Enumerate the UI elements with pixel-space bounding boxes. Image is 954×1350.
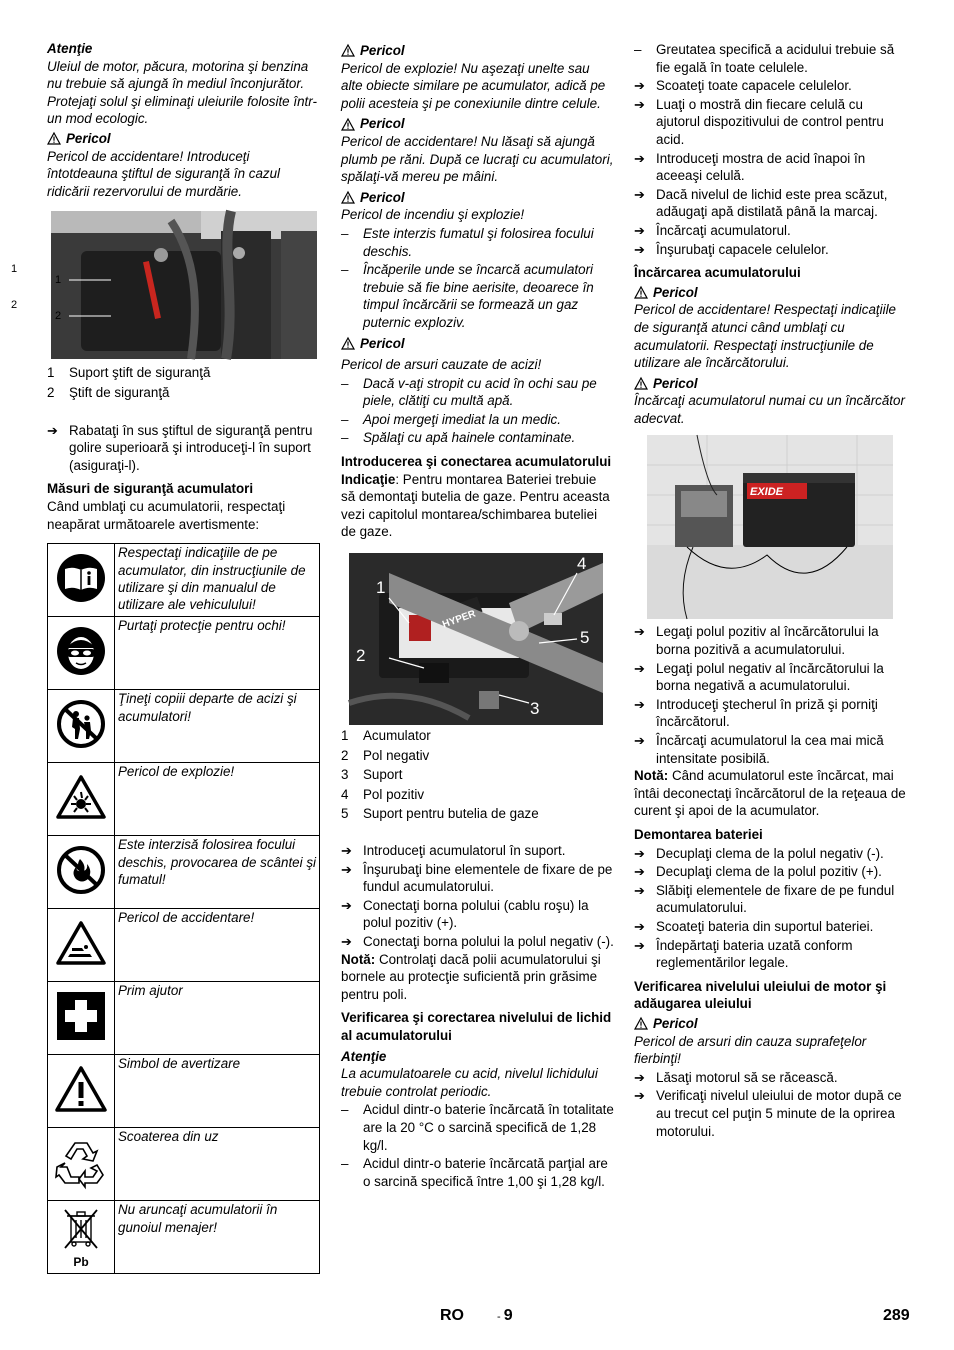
warning-triangle-icon — [634, 286, 648, 299]
list-item: – Apoi mergeţi imediat la un medic. — [341, 411, 561, 427]
arrow-icon: ➔ — [634, 150, 645, 166]
keep-children-away-icon — [56, 699, 106, 749]
atentie-title: Atenţie — [47, 41, 93, 56]
step-text: Încărcaţi acumulatorul. — [656, 222, 791, 238]
section-heading: Demontarea bateriei — [634, 827, 763, 842]
symbol-text: Este interzisă folosirea focului deschis, provocarea de scântei şi fumatul! — [115, 836, 320, 909]
step-text: Decuplaţi clema de la polul pozitiv (+). — [656, 864, 882, 880]
step-item — [634, 937, 908, 972]
pericol-heading — [634, 1015, 908, 1033]
table-row — [48, 763, 320, 836]
arrow-icon: ➔ — [634, 241, 645, 257]
table-row — [48, 1201, 320, 1274]
list-item: – Acidul dintr-o baterie încărcată în totalitate are la 20 °C o sarcină specifică de 1,28 kg/l. — [341, 1102, 614, 1153]
step-text: Înşurubaţi capacele celulelor. — [656, 241, 829, 257]
arrow-icon: ➔ — [634, 1069, 645, 1085]
pericol-title: Pericol — [360, 335, 405, 351]
warning-icon — [55, 1065, 107, 1113]
arrow-icon: ➔ — [341, 933, 352, 949]
step-item — [634, 150, 908, 185]
pb-label: Pb — [73, 1255, 89, 1270]
symbol-cell — [48, 836, 115, 909]
step-item — [634, 1087, 908, 1140]
warning-triangle-icon — [634, 1017, 648, 1030]
symbol-text: Ţineţi copiii departe de acizi şi acumulatori! — [115, 690, 320, 763]
atentie-text: Uleiul de motor, păcura, motorina şi benzina nu trebuie să ajungă în mediul înconjurător. Protejaţi solul şi eliminaţi uleiurile folosite într-un mod ecologic. — [47, 58, 317, 127]
symbol-text: Simbol de avertizare — [115, 1055, 320, 1128]
pericol-text: Pericol de accidentare! Nu lăsaţi să ajungă plumb pe răni. După ce lucraţi cu acumulatori, spălaţi-vă mereu pe mâini. — [341, 133, 614, 185]
list-item-text: Este interzis fumatul şi folosirea focului deschis. — [363, 225, 594, 259]
step-text: Introduceţi mostra de acid înapoi în aceeaşi celulă. — [656, 150, 866, 184]
legend-text: Ştift de siguranţă — [69, 384, 170, 400]
no-fire-icon — [56, 845, 106, 895]
photo-label-2: 2 — [356, 646, 366, 666]
safety-symbols-table — [47, 543, 320, 1274]
step-text: Introduceţi acumulatorul în suport. — [363, 843, 566, 858]
eye-protection-icon — [56, 626, 106, 676]
photo-battery-installed — [349, 553, 603, 725]
footer-page-small-number: 9 — [503, 1307, 513, 1324]
column-2 — [341, 40, 614, 1190]
photo-label-1: 1 — [376, 578, 386, 598]
symbol-cell — [48, 763, 115, 836]
manual-icon — [56, 553, 106, 603]
list-item: – Dacă v-aţi stropit cu acid în ochi sau pe piele, clătiţi cu multă apă. — [341, 375, 614, 410]
list-item-text: Acidul dintr-o baterie încărcată parţial are o sarcină specifică între 1,00 şi 1,28 kg/l. — [363, 1156, 608, 1189]
step-item — [634, 732, 908, 767]
photo-label-5: 5 — [580, 628, 590, 648]
photo-battery-charger — [647, 435, 893, 619]
arrow-icon: ➔ — [634, 624, 645, 640]
arrow-icon: ➔ — [634, 96, 645, 112]
step-item — [634, 241, 908, 259]
table-row — [48, 690, 320, 763]
step-item — [634, 1069, 908, 1087]
column-1 — [11, 40, 320, 1274]
pericol-title: Pericol — [360, 189, 405, 205]
step-text: Încărcaţi acumulatorul la cea mai mică intensitate posibilă. — [656, 733, 884, 766]
legend-number: 4 — [341, 786, 349, 802]
photo1-leader-lines — [51, 222, 131, 370]
pericol-title: Pericol — [653, 375, 698, 391]
arrow-icon: ➔ — [634, 186, 645, 202]
arrow-icon: ➔ — [634, 78, 645, 94]
step-text: Scoateţi toate capacele celulelor. — [656, 78, 852, 94]
indicatie-label: Indicaţie — [341, 471, 396, 487]
pericol-text: Pericol de explozie! Nu aşezaţi unelte sau alte obiecte similare pe acumulator, adică pe polii acesteia şi pe conexiunile dintre celule. — [341, 60, 606, 111]
symbol-cell — [48, 544, 115, 617]
photo-label-4: 4 — [577, 554, 587, 574]
list-item: – Acidul dintr-o baterie încărcată parţial are o sarcină specifică între 1,00 şi 1,28 kg/l. — [341, 1155, 614, 1190]
arrow-icon: ➔ — [634, 696, 645, 712]
table-row — [48, 617, 320, 690]
step-text: Înşurubaţi bine elementele de fixare de pe fundul acumulatorului. — [363, 861, 613, 895]
photo-battery-drawing — [349, 553, 603, 725]
explosion-icon — [56, 774, 106, 820]
no-household-waste-icon — [61, 1206, 101, 1252]
symbol-cell — [48, 1128, 115, 1201]
section-heading: Verificarea nivelului uleiului de motor şi adăugarea uleiului — [634, 978, 887, 1012]
arrow-icon: ➔ — [634, 864, 645, 880]
battery-brand: HYPER — [441, 608, 478, 631]
nota-text: Când acumulatorul este încărcat, mai întâi deconectaţi încărcătorul de la reţeaua de curent şi apoi de la acumulator. — [634, 768, 906, 819]
photo-label-1: 1 — [11, 263, 18, 276]
section-heading: Introducerea şi conectarea acumulatorului — [341, 454, 612, 470]
legend-text: Acumulator — [363, 728, 431, 744]
acid-steps — [634, 77, 908, 258]
step-item — [634, 222, 908, 240]
nota-label: Notă: — [634, 768, 669, 784]
corrosive-icon — [56, 920, 106, 966]
symbol-text: Scoaterea din uz — [115, 1128, 320, 1201]
step-text: Slăbiţi elementele de fixare de pe fundul acumulatorului. — [656, 882, 895, 916]
nota-paragraph — [634, 767, 908, 820]
arrow-icon: ➔ — [341, 897, 352, 913]
warning-triangle-icon — [341, 118, 355, 131]
warning-triangle-icon — [47, 132, 61, 145]
section-heading: Verificarea şi corectarea nivelului de lichid al acumulatorului — [341, 1010, 612, 1043]
nota-text: Controlaţi dacă polii acumulatorului şi bornele au protecţie suficientă prin grăsime pentru poli. — [341, 951, 601, 1002]
list-item: – Greutatea specifică a acidului trebuie să fie egală în toate celulele. — [634, 41, 908, 76]
arrow-icon: ➔ — [634, 733, 645, 749]
pericol-text: Pericol de incendiu şi explozie! — [341, 207, 525, 223]
step-text: Conectaţi borna polului la polul negativ (-). — [363, 933, 614, 949]
pericol-heading — [341, 42, 614, 60]
list-item-text: Acidul dintr-o baterie încărcată în totalitate are la 20 °C o sarcină specifică de 1,28 kg/l. — [363, 1102, 614, 1153]
step-item — [341, 861, 614, 896]
step-item — [341, 842, 614, 860]
nota-label: Notă: — [341, 951, 376, 967]
step-item — [634, 623, 908, 658]
symbol-cell — [48, 690, 115, 763]
step-item — [634, 882, 908, 917]
pericol-title: Pericol — [360, 43, 405, 58]
legend-text: Suport ştift de siguranţă — [69, 365, 211, 381]
step-item — [634, 918, 908, 936]
pericol-text: Pericol de accidentare! Respectaţi indicaţiile de siguranţă atunci când umblaţi cu acumulatorii. Respectaţi instrucţiunile de utilizare ale încărcătorului. — [634, 302, 897, 371]
paragraph: Când umblaţi cu acumulatorii, respectaţi neapărat următoarele avertismente: — [47, 498, 286, 532]
arrow-icon: ➔ — [341, 843, 352, 858]
step-item — [634, 660, 908, 695]
photo-label-3: 3 — [530, 699, 540, 719]
symbol-cell — [48, 1201, 115, 1274]
warning-triangle-icon — [634, 377, 648, 390]
footer-page-small: - 9 — [497, 1307, 513, 1324]
table-row — [48, 1128, 320, 1201]
arrow-icon: ➔ — [634, 882, 645, 898]
legend-number: 1 — [341, 728, 349, 744]
pericol-title: Pericol — [360, 116, 405, 132]
pericol-title: Pericol — [66, 130, 111, 146]
battery-brand: EXIDE — [750, 486, 784, 499]
warning-triangle-icon — [341, 191, 355, 204]
step-text: Rabataţi în sus ştiftul de siguranţă pentru golire superioară şi introduceţi-l în suport (asiguraţi-l). — [69, 422, 313, 473]
step-item — [634, 863, 908, 881]
legend-number: 5 — [341, 806, 349, 822]
indicatie-paragraph — [341, 471, 614, 541]
photo1-num-1: 1 — [55, 274, 62, 286]
photo1-num-2: 2 — [55, 310, 62, 322]
list-item-text: Încăperile unde se încarcă acumulatori trebuie să fie bine aerisite, deoarece în timpul încărcării se formează un gaz puternic exploziv. — [363, 262, 594, 330]
step-text: Legaţi polul pozitiv al încărcătorului la borna pozitivă a acumulatorului. — [656, 624, 879, 658]
step-text: Legaţi polul negativ al încărcătorului la borna negativă a acumulatorului. — [656, 660, 884, 694]
install-steps — [341, 842, 614, 951]
pericol-text: Încărcaţi acumulatorul numai cu un încărcător adecvat. — [634, 393, 905, 426]
step-text: Îndepărtaţi bateria uzată conform reglementărilor legale. — [656, 937, 853, 971]
symbol-text: Pericol de explozie! — [115, 763, 320, 836]
symbol-text: Purtaţi protecţie pentru ochi! — [115, 617, 320, 690]
arrow-icon: ➔ — [341, 861, 352, 877]
first-aid-icon — [57, 992, 105, 1040]
step-text: Lăsaţi motorul să se răcească. — [656, 1069, 838, 1085]
recycling-icon — [55, 1137, 107, 1187]
pericol-heading — [634, 284, 908, 302]
table-row — [48, 909, 320, 982]
pericol-heading — [341, 115, 614, 133]
column-3 — [634, 40, 908, 1140]
pericol-text: Pericol de arsuri cauzate de acizi! — [341, 357, 542, 373]
section-heading: Măsuri de siguranţă acumulatori — [47, 481, 254, 497]
footer-language: RO — [440, 1307, 464, 1324]
step-text: Dacă nivelul de lichid este prea scăzut, adăugaţi apă distilată până la marcaj. — [656, 186, 888, 220]
warning-triangle-icon — [341, 337, 355, 350]
section-heading: Încărcarea acumulatorului — [634, 265, 801, 281]
step-text: Scoateţi bateria din suportul bateriei. — [656, 918, 874, 934]
photo-label-2: 2 — [11, 299, 18, 312]
atentie-text: La acumulatoarele cu acid, nivelul lichidului trebuie controlat periodic. — [341, 1066, 598, 1099]
list-item: – Este interzis fumatul şi folosirea focului deschis. — [341, 225, 614, 260]
list-item-text: Dacă v-aţi stropit cu acid în ochi sau pe piele, clătiţi cu multă apă. — [363, 375, 597, 409]
symbol-text: Nu aruncaţi acumulatorii în gunoiul menajer! — [115, 1201, 320, 1274]
step-item — [634, 845, 908, 863]
step-item — [634, 186, 908, 221]
legend-text: Suport pentru butelia de gaze — [363, 806, 539, 822]
table-row — [48, 1055, 320, 1128]
indicatie-text: : Pentru montarea Bateriei trebuie să demontaţi butelia de gaze. Pentru aceasta vezi capitolul montarea/schimbarea buteliei de gaze. — [341, 471, 610, 540]
list-item: – Spălaţi cu apă hainele contaminate. — [341, 430, 576, 446]
step-text: Decuplaţi clema de la polul negativ (-). — [656, 845, 884, 861]
warning-triangle-icon — [341, 44, 355, 57]
legend-text: Suport — [363, 767, 403, 783]
step-text: Luaţi o mostră din fiecare celulă cu ajutorul dispozitivului de control pentru acid. — [656, 96, 884, 147]
nota-paragraph — [341, 951, 614, 1004]
symbol-text: Pericol de accidentare! — [115, 909, 320, 982]
pericol-text: Pericol de arsuri din cauza suprafeţelor fierbinţi! — [634, 1033, 867, 1067]
symbol-cell — [48, 909, 115, 982]
atentie-title: Atenţie — [341, 1048, 387, 1064]
arrow-icon: ➔ — [634, 845, 645, 861]
step-text: Conectaţi borna polului (cablu roşu) la polul pozitiv (+). — [363, 897, 589, 931]
remove-steps — [634, 845, 908, 972]
footer-page-number: 289 — [883, 1307, 910, 1324]
pericol-heading — [341, 335, 614, 353]
legend-number: 3 — [341, 767, 349, 783]
symbol-text: Prim ajutor — [115, 982, 320, 1055]
step-text: Verificaţi nivelul uleiului de motor după ce au trecut cel puţin 5 minute de la oprirea motorului. — [656, 1088, 902, 1139]
table-row — [48, 836, 320, 909]
symbol-cell — [48, 982, 115, 1055]
pericol-text: Pericol de accidentare! Introduceţi întotdeauna ştiftul de siguranţă în cazul ridicării rezervorului de murdărie. — [47, 148, 281, 199]
step-item — [47, 422, 320, 475]
step-text: Introduceţi ştecherul în priză şi porniţi încărcătorul. — [656, 696, 878, 730]
symbol-cell — [48, 1055, 115, 1128]
pericol-heading — [634, 375, 908, 393]
charge-steps — [634, 623, 908, 767]
legend-number: 1 — [47, 365, 55, 381]
step-item — [341, 933, 614, 951]
photo-charger-drawing — [647, 435, 893, 619]
symbol-cell — [48, 617, 115, 690]
list-item-text: Apoi mergeţi imediat la un medic. — [363, 411, 561, 427]
step-item — [634, 696, 908, 731]
symbol-text: Respectaţi indicaţiile de pe acumulator, din instrucţiunile de utilizare şi din manualul de utilizare ale vehiculului! — [115, 544, 320, 617]
pericol-title: Pericol — [653, 1015, 698, 1031]
step-item — [341, 897, 614, 932]
arrow-icon: ➔ — [634, 222, 645, 238]
arrow-icon: ➔ — [634, 937, 645, 953]
list-item-text: Spălaţi cu apă hainele contaminate. — [363, 430, 576, 446]
table-row — [48, 982, 320, 1055]
pericol-heading — [341, 189, 614, 207]
arrow-icon: ➔ — [634, 918, 645, 934]
arrow-icon: ➔ — [47, 422, 58, 438]
step-item — [634, 77, 908, 95]
pericol-heading — [47, 130, 320, 148]
arrow-icon: ➔ — [634, 1088, 645, 1104]
pericol-title: Pericol — [653, 284, 698, 300]
legend-number: 2 — [47, 384, 55, 400]
legend-text: Pol negativ — [363, 747, 430, 763]
list-item: – Încăperile unde se încarcă acumulatori trebuie să fie bine aerisite, deoarece în timpul încărcării se formează un gaz puternic exploziv. — [341, 261, 614, 331]
list-item-text: Greutatea specifică a acidului trebuie să fie egală în toate celulele. — [656, 42, 895, 75]
table-row — [48, 544, 320, 617]
photo2-legend — [341, 727, 614, 823]
legend-number: 2 — [341, 747, 349, 763]
step-item — [634, 96, 908, 149]
arrow-icon: ➔ — [634, 660, 645, 676]
legend-text: Pol pozitiv — [363, 786, 425, 802]
